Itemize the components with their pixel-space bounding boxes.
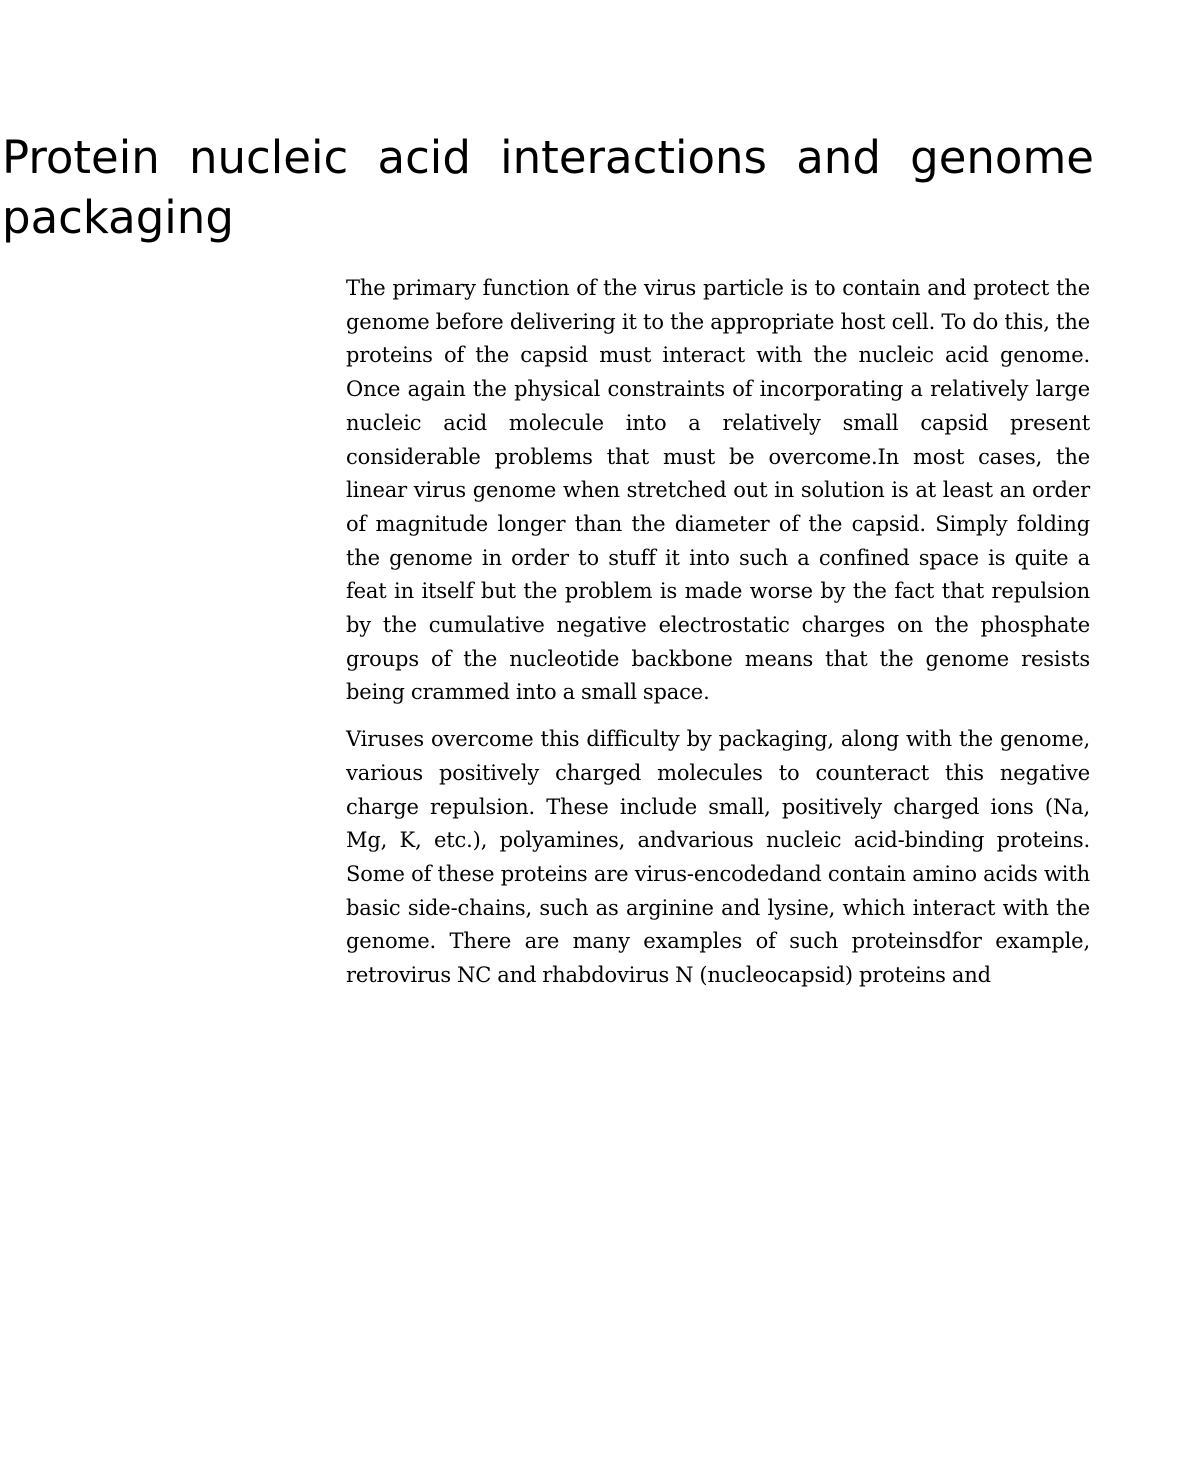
paragraph-2: Viruses overcome this difficulty by packaging, along with the genome, various positively charged molecules to counteract this negative charge repulsion. These include small, positively charged ions (Na, Mg, K, etc.), polyamines, andvarious nucleic acid-binding proteins. Some of these proteins are virus-encodedand contain amino acids with basic side-chains, such as arginine and lysine, which interact with the genome. There are many examples of such proteinsdfor example, retrovirus NC and rhabdovirus N (nucleocapsid) proteins and (346, 727, 1090, 988)
paragraph-1: The primary function of the virus particle is to contain and protect the genome before delivering it to the appropriate host cell. To do this, the proteins of the capsid must interact with the nucleic acid genome. Once again the physical constraints of incorporating a relatively large nucleic acid molecule into a relatively small capsid present considerable problems that must be overcome.In most cases, the linear virus genome when stretched out in solution is at least an order of magnitude longer than the diameter of the capsid. Simply folding the genome in order to stuff it into such a confined space is quite a feat in itself but the problem is made worse by the fact that repulsion by the cumulative negative electrostatic charges on the phosphate groups of the nucleotide backbone means that the genome resists being crammed into a small space. (346, 276, 1090, 705)
page-title: Protein nucleic acid interactions and genome packaging (2, 131, 1094, 244)
body-text-column (346, 272, 1090, 1006)
